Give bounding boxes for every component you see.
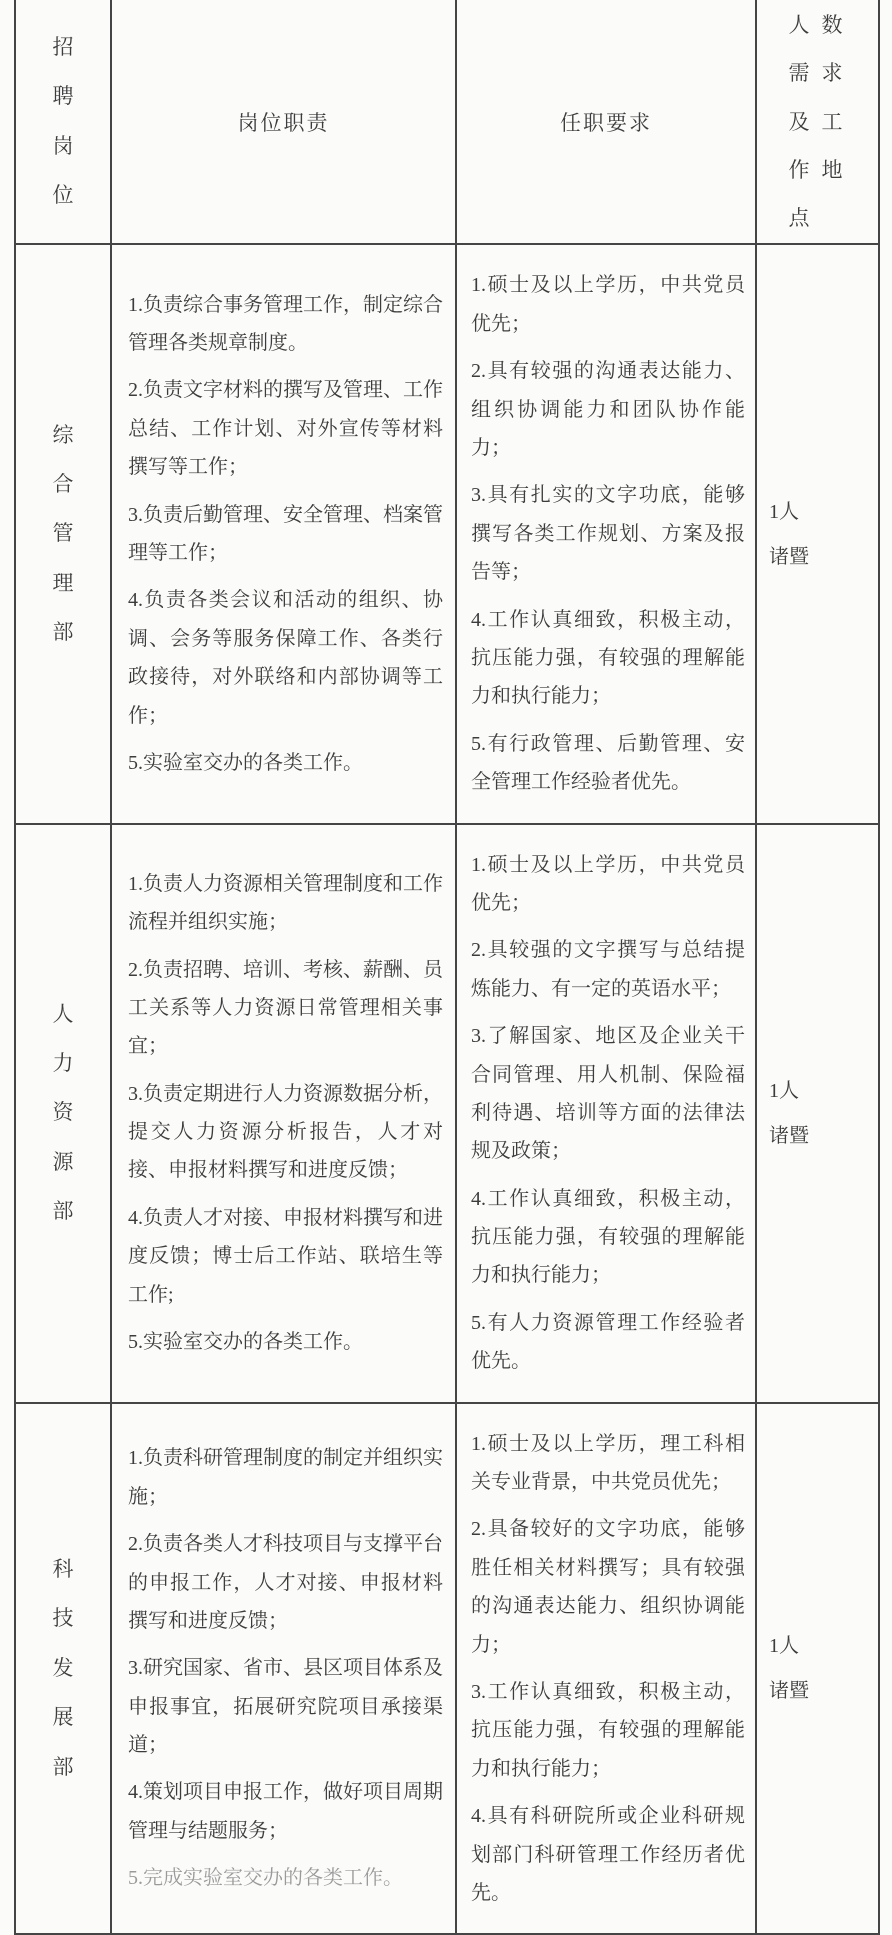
requirement-item: 1.硕士及以上学历，理工科相关专业背景，中共党员优先； [471, 1432, 745, 1494]
position-cell [15, 1403, 111, 1935]
header-position-label: 招聘岗位 [52, 35, 74, 208]
duty-item: 1.负责人力资源相关管理制度和工作流程并组织实施； [128, 872, 443, 934]
requirement-item: 4.工作认真细致，积极主动，抗压能力强，有较强的理解能力和执行能力； [471, 608, 745, 708]
recruitment-table [14, 0, 880, 1935]
requirements-cell [456, 824, 756, 1403]
duty-item: 1.负责综合事务管理工作，制定综合管理各类规章制度。 [128, 293, 443, 355]
location-value: 诸暨 [769, 1124, 809, 1147]
header-headcount-label: 人数需求及工作地点 [788, 13, 847, 231]
duty-item: 2.负责招聘、培训、考核、薪酬、员工关系等人力资源日常管理相关事宜； [128, 958, 443, 1058]
duty-item: 2.负责各类人才科技项目与支撑平台的申报工作，人才对接、申报材料撰写和进度反馈； [128, 1533, 443, 1632]
header-cell-position [15, 0, 111, 244]
duty-item: 4.负责各类会议和活动的组织、协调、会务等服务保障工作、各类行政接待，对外联络和内部协调等工作； [128, 589, 443, 727]
requirement-item: 2.具备较好的文字功底，能够胜任相关材料撰写；具有较强的沟通表达能力、组织协调能力； [471, 1518, 745, 1656]
requirement-item: 3.工作认真细致，积极主动，抗压能力强，有较强的理解能力和执行能力； [471, 1680, 745, 1780]
requirement-item: 5.有行政管理、后勤管理、安全管理工作经验者优先。 [471, 732, 745, 794]
duty-item: 5.实验室交办的各类工作。 [128, 1331, 363, 1354]
duty-item: 1.负责科研管理制度的制定并组织实施； [128, 1447, 443, 1508]
position-label: 人力资源部 [52, 1001, 74, 1224]
headcount-value: 1人 [769, 500, 799, 523]
requirements-cell [456, 244, 756, 823]
header-cell-duties [111, 0, 456, 244]
table-row-general-management [15, 244, 879, 823]
headcount-cell [756, 1403, 879, 1935]
duty-item: 3.负责后勤管理、安全管理、档案管理等工作； [128, 503, 443, 565]
requirement-item: 1.硕士及以上学历，中共党员优先； [471, 274, 745, 335]
requirement-item: 1.硕士及以上学历，中共党员优先； [471, 853, 745, 914]
position-label: 科技发展部 [52, 1557, 74, 1779]
header-cell-requirements [456, 0, 756, 244]
table-header-row [15, 0, 879, 244]
position-cell [15, 244, 111, 823]
duty-item: 5.实验室交办的各类工作。 [128, 751, 363, 774]
duties-cell [111, 1403, 456, 1935]
requirement-item: 5.有人力资源管理工作经验者优先。 [471, 1311, 745, 1373]
duties-cell [111, 824, 456, 1403]
duties-cell [111, 244, 456, 823]
header-duties-label: 岗位职责 [237, 110, 330, 135]
headcount-cell [756, 824, 879, 1403]
requirement-item: 2.具较强的文字撰写与总结提炼能力、有一定的英语水平； [471, 939, 745, 1000]
location-value: 诸暨 [769, 1679, 809, 1702]
table-row-human-resources [15, 824, 879, 1403]
requirements-cell [456, 1403, 756, 1935]
duty-item: 3.负责定期进行人力资源数据分析，提交人力资源分析报告，人才对接、申报材料撰写和进度反馈； [128, 1082, 443, 1182]
headcount-value: 1人 [769, 1634, 799, 1657]
header-requirements-label: 任职要求 [560, 110, 652, 135]
headcount-cell [756, 244, 879, 823]
duty-item: 4.负责人才对接、申报材料撰写和进度反馈；博士后工作站、联培生等工作; [128, 1206, 443, 1306]
requirement-item: 4.具有科研院所或企业科研规划部门科研管理工作经历者优先。 [471, 1805, 745, 1904]
requirement-item: 3.了解国家、地区及企业关干合同管理、用人机制、保险福利待遇、培训等方面的法律法规及政策； [471, 1025, 745, 1163]
requirement-item: 4.工作认真细致，积极主动，抗压能力强，有较强的理解能力和执行能力； [471, 1187, 745, 1287]
requirement-item: 3.具有扎实的文字功底，能够撰写各类工作规划、方案及报告等； [471, 484, 745, 584]
requirement-item: 2.具有较强的沟通表达能力、组织协调能力和团队协作能力； [471, 360, 745, 460]
position-label: 综合管理部 [52, 422, 74, 645]
location-value: 诸暨 [769, 545, 809, 568]
header-cell-headcount [756, 0, 879, 244]
duty-item: 3.研究国家、省市、县区项目体系及申报事宜，拓展研究院项目承接渠道； [128, 1657, 443, 1757]
table-row-science-tech-development [15, 1403, 879, 1935]
headcount-value: 1人 [769, 1079, 799, 1102]
duty-item: 5.完成实验室交办的各类工作。 [128, 1867, 403, 1890]
position-cell [15, 824, 111, 1403]
duty-item: 4.策划项目申报工作，做好项目周期管理与结题服务； [128, 1781, 443, 1842]
duty-item: 2.负责文字材料的撰写及管理、工作总结、工作计划、对外宣传等材料撰写等工作； [128, 379, 443, 479]
